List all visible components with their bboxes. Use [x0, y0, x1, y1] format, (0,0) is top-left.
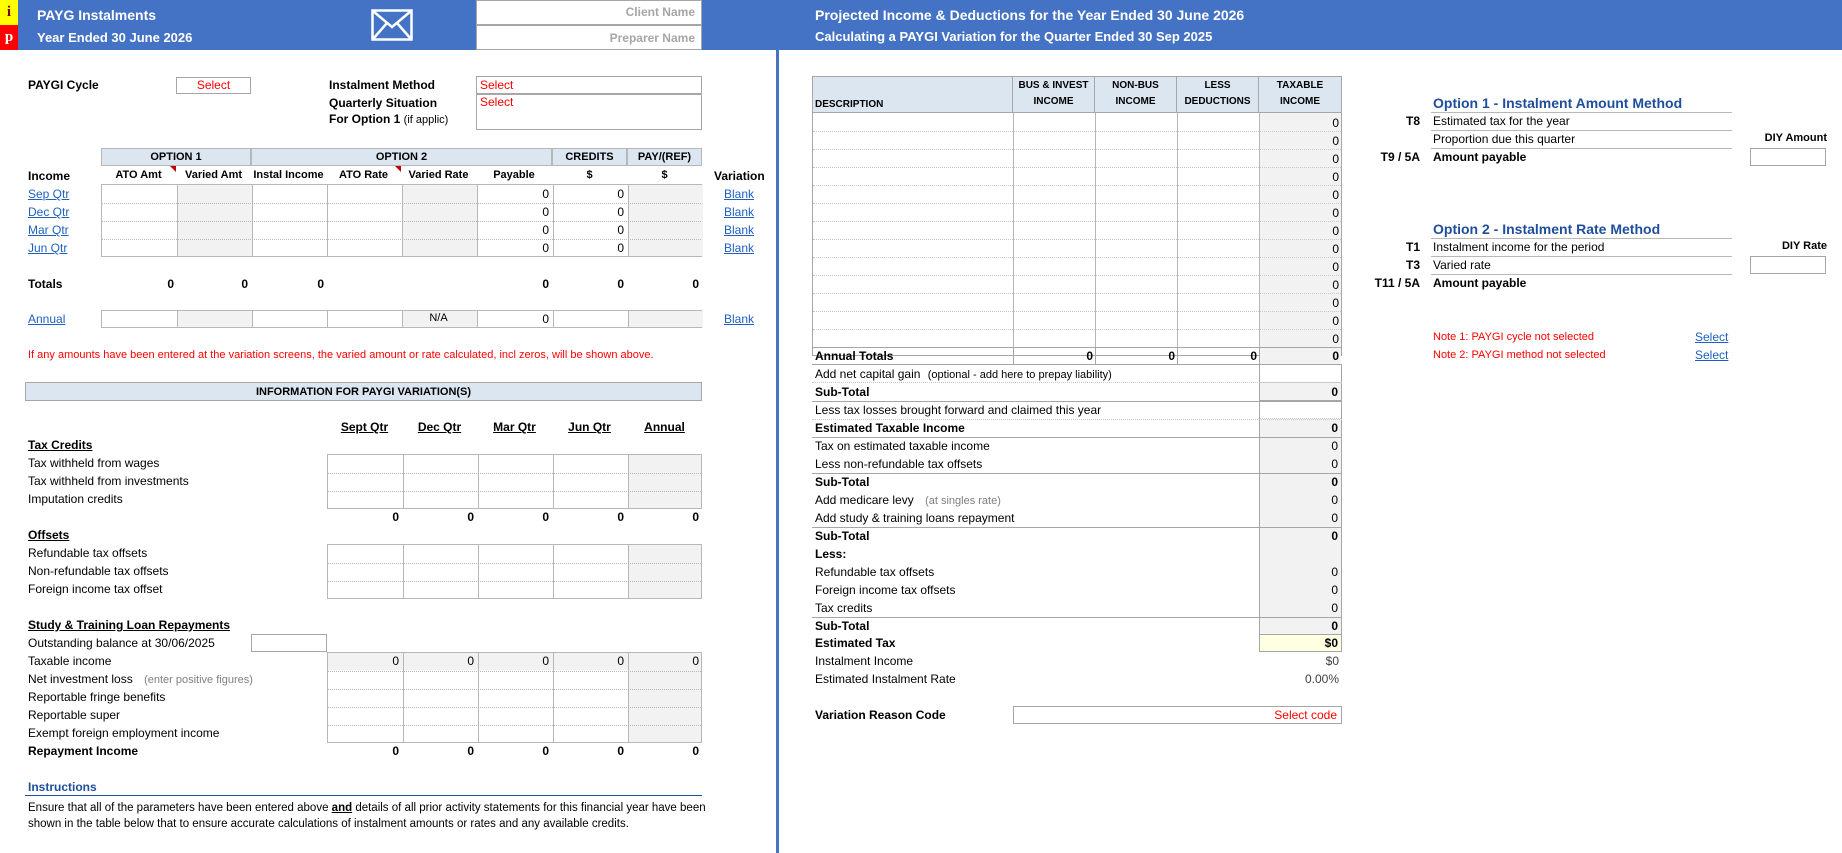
col-taxable-income-header	[1259, 77, 1341, 113]
variation-note: If any amounts have been entered at the variation screens, the varied amount or rate calculated, incl zeros, will be shown above.	[28, 349, 654, 361]
group-option1: OPTION 1	[101, 148, 251, 166]
total-credits: 0	[617, 277, 624, 291]
instructions-and: and	[331, 802, 353, 814]
t9-code: T9 / 5A	[1380, 150, 1420, 164]
proportion-label: Proportion due this quarter	[1433, 132, 1576, 146]
row-label-annual[interactable]: Annual	[28, 312, 66, 326]
annual-totals-label: Annual Totals	[815, 349, 894, 363]
col-less-1: LESS	[1204, 80, 1231, 91]
annual-total-taxable: 0	[1332, 349, 1339, 363]
row-label-sep-qtr[interactable]: Sep Qtr	[28, 187, 70, 201]
calc-row	[815, 365, 1340, 383]
tax-credits-total-jun: 0	[617, 510, 624, 524]
variation-reason-label: Variation Reason Code	[815, 708, 946, 722]
tax-credits-total-annual: 0	[692, 510, 699, 524]
variation-link-dec-qtr[interactable]: Blank	[724, 205, 755, 219]
note1: Note 1: PAYGI cycle not selected	[1433, 331, 1595, 343]
credits-sep-qtr: 0	[617, 187, 624, 201]
right-title: Projected Income & Deductions for the Year Ended 30 June 2026	[815, 7, 1245, 23]
projection-row-value: 0	[1332, 134, 1339, 148]
calc-row-label: Add study & training loans repayment	[815, 511, 1015, 525]
instalment-method-select[interactable]: Select	[476, 76, 702, 94]
col-instal-income: Instal Income	[253, 169, 324, 181]
instructions-post: details of all prior activity statements for this financial year have been shown in the table below that to ensure accurate calculations of instalment amounts or rates and any available credits.	[28, 802, 706, 830]
total-payable: 0	[542, 277, 549, 291]
repayment-income-label: Repayment Income	[28, 744, 139, 758]
note2: Note 2: PAYGI method not selected	[1433, 349, 1606, 361]
col-varied-rate: Varied Rate	[408, 169, 469, 181]
calc-row-label: Tax credits	[815, 601, 873, 615]
variation-link-jun-qtr[interactable]: Blank	[724, 241, 755, 255]
instructions-title: Instructions	[28, 780, 97, 794]
calc-row-label: Sub-Total	[815, 385, 870, 399]
offsets-item-foreign: Foreign income tax offset	[28, 582, 163, 596]
calc-row-note: (at singles rate)	[925, 495, 1001, 507]
calc-row	[815, 401, 1340, 419]
annual-varied-rate-na: N/A	[429, 312, 448, 324]
calc-row-value: 0	[1331, 421, 1338, 435]
calc-row-value: 0	[1331, 457, 1338, 471]
preparer-name-field[interactable]	[476, 25, 702, 50]
col-pay-unit: $	[661, 169, 668, 181]
total-ato-amt: 0	[167, 277, 174, 291]
for-option-label	[329, 112, 448, 126]
tax-credits-total-sept: 0	[392, 510, 399, 524]
reportable-super-label: Reportable super	[28, 708, 121, 722]
projection-row-value: 0	[1332, 224, 1339, 238]
payable-sep-qtr: 0	[542, 187, 549, 201]
variation-link-annual[interactable]: Blank	[724, 312, 755, 326]
calc-row-label: Less tax losses brought forward and claimed this year	[815, 403, 1102, 417]
group-credits: CREDITS	[552, 148, 627, 166]
net-investment-loss-note: (enter positive figures)	[144, 674, 253, 686]
right-subtitle: Calculating a PAYGI Variation for the Quarter Ended 30 Sep 2025	[815, 29, 1213, 44]
paygi-cycle-label: PAYGI Cycle	[28, 78, 99, 92]
for-option-note: (if applic)	[403, 114, 449, 126]
calc-row-note: (optional - add here to prepay liability)	[927, 369, 1112, 381]
tax-credits-item-wages: Tax withheld from wages	[28, 456, 160, 470]
projection-row-values	[1259, 114, 1339, 348]
info-col-jun: Jun Qtr	[568, 420, 611, 434]
outstanding-balance-input[interactable]	[251, 634, 327, 652]
quarterly-situation-label: Quarterly Situation	[329, 96, 438, 110]
total-varied-amt: 0	[241, 277, 248, 291]
t3-code: T3	[1405, 258, 1420, 272]
tax-credits-grid[interactable]	[327, 454, 702, 509]
projection-row-value: 0	[1332, 188, 1339, 202]
tax-credits-item-imputation: Imputation credits	[28, 492, 123, 506]
info-col-annual: Annual	[644, 420, 685, 434]
t8-label: Estimated tax for the year	[1433, 114, 1570, 128]
note2-select-link[interactable]: Select	[1695, 348, 1729, 362]
projection-row-value: 0	[1332, 260, 1339, 274]
col-credits-unit: $	[586, 169, 593, 181]
offsets-item-nonrefundable: Non-refundable tax offsets	[28, 564, 169, 578]
calc-row-value: 0	[1331, 619, 1338, 633]
projection-row-value: 0	[1332, 332, 1339, 346]
calc-row	[815, 545, 1340, 563]
projection-row-value: 0	[1332, 206, 1339, 220]
calc-row	[815, 419, 1340, 437]
col-ato-amt: ATO Amt	[115, 169, 162, 181]
calc-row-value: 0	[1331, 439, 1338, 453]
instructions-rule	[25, 795, 702, 796]
tax-credits-title: Tax Credits	[28, 438, 93, 452]
group-option2: OPTION 2	[251, 148, 552, 166]
col-ato-rate: ATO Rate	[338, 169, 389, 181]
instructions-text	[28, 800, 708, 832]
calc-row-label: Add medicare levy	[815, 493, 914, 507]
col-bus-invest-header	[1013, 77, 1095, 113]
projection-row-value: 0	[1332, 278, 1339, 292]
diy-rate-input[interactable]	[1750, 256, 1826, 274]
instalment-rate-value: 0.00%	[1304, 672, 1339, 686]
col-non-bus-header	[1095, 77, 1177, 113]
repayment-income-sept: 0	[392, 744, 399, 758]
preparer-name-placeholder: Preparer Name	[609, 31, 695, 45]
col-payable: Payable	[493, 169, 535, 181]
print-badge[interactable]: p	[0, 25, 18, 50]
calc-row-value: 0	[1331, 601, 1338, 615]
net-investment-loss-text: Net investment loss	[28, 672, 133, 686]
info-header: INFORMATION FOR PAYGI VARIATION(S)	[25, 382, 702, 401]
col-description: DESCRIPTION	[815, 99, 884, 110]
t3-label: Varied rate	[1433, 258, 1491, 272]
option2-rule	[1431, 238, 1732, 239]
quarterly-situation-select[interactable]	[476, 94, 702, 130]
panel-divider	[776, 0, 779, 853]
col-nonbus-2: INCOME	[1115, 96, 1156, 107]
t11-code: T11 / 5A	[1374, 276, 1420, 290]
calc-row	[815, 599, 1340, 617]
payable-dec-qtr: 0	[542, 205, 549, 219]
client-name-field[interactable]	[476, 0, 702, 25]
calc-row	[815, 509, 1340, 527]
taxable-income-sept: 0	[392, 654, 399, 668]
col-less-2: DEDUCTIONS	[1184, 96, 1251, 107]
calc-row-label: Less non-refundable tax offsets	[815, 457, 983, 471]
projection-row-value: 0	[1332, 152, 1339, 166]
calc-row-value: 0	[1331, 583, 1338, 597]
credits-dec-qtr: 0	[617, 205, 624, 219]
taxable-income-annual: 0	[692, 654, 699, 668]
totals-label: Totals	[28, 277, 63, 291]
info-col-dec: Dec Qtr	[417, 420, 462, 434]
calc-row-label: Sub-Total	[815, 619, 870, 633]
credits-mar-qtr: 0	[617, 223, 624, 237]
diy-amount-input[interactable]	[1750, 148, 1826, 166]
col-taxable-2: INCOME	[1280, 96, 1320, 107]
projection-row-value: 0	[1332, 296, 1339, 310]
calc-row	[815, 491, 1340, 509]
total-instal-income: 0	[317, 277, 324, 291]
note1-select-link[interactable]: Select	[1695, 330, 1729, 344]
page-subtitle: Year Ended 30 June 2026	[37, 30, 193, 45]
instalment-method-label: Instalment Method	[329, 78, 436, 92]
info-col-mar: Mar Qtr	[493, 420, 536, 434]
instalment-income-label: Instalment Income	[815, 654, 914, 668]
repayment-income-mar: 0	[542, 744, 549, 758]
col-variation: Variation	[714, 169, 765, 183]
annual-total-deductions: 0	[1250, 349, 1257, 363]
calc-row-label: Sub-Total	[815, 529, 870, 543]
fringe-benefits-label: Reportable fringe benefits	[28, 690, 166, 704]
calc-row	[815, 437, 1340, 455]
page-title: PAYG Instalments	[37, 7, 157, 23]
outstanding-balance-label: Outstanding balance at 30/06/2025	[28, 636, 215, 650]
calc-row-value: 0	[1331, 565, 1338, 579]
instalment-rate-label: Estimated Instalment Rate	[815, 672, 956, 686]
calc-row-label: Foreign income tax offsets	[815, 583, 956, 597]
t3-rule	[1431, 274, 1732, 275]
t8-rule	[1431, 130, 1732, 131]
variation-link-sep-qtr[interactable]: Blank	[724, 187, 755, 201]
row-label-jun-qtr[interactable]: Jun Qtr	[28, 241, 68, 255]
col-less-deductions-header	[1177, 77, 1259, 113]
info-badge[interactable]: i	[0, 0, 18, 25]
calc-row-value: 0	[1331, 475, 1338, 489]
calc-row	[815, 563, 1340, 581]
net-investment-loss-label	[28, 672, 253, 686]
calc-row	[815, 455, 1340, 473]
calc-row	[815, 527, 1340, 545]
calc-row-value: 0	[1331, 511, 1338, 525]
projection-row-value: 0	[1332, 314, 1339, 328]
calc-row	[815, 473, 1340, 491]
annual-total-nonbus: 0	[1168, 349, 1175, 363]
option1-rule	[1431, 112, 1732, 113]
row-label-dec-qtr[interactable]: Dec Qtr	[28, 205, 70, 219]
group-pay: PAY/(REF)	[627, 148, 702, 166]
calc-row-label: Less:	[815, 547, 847, 561]
info-col-sept: Sept Qtr	[340, 420, 389, 434]
col-bus-1: BUS & INVEST	[1018, 80, 1089, 91]
repayment-income-jun: 0	[617, 744, 624, 758]
repayment-income-annual: 0	[692, 744, 699, 758]
projection-row-value: 0	[1332, 242, 1339, 256]
col-description-header	[813, 77, 1013, 113]
row-label-mar-qtr[interactable]: Mar Qtr	[28, 223, 69, 237]
client-name-placeholder: Client Name	[625, 5, 695, 19]
calc-row-label: Tax on estimated taxable income	[815, 439, 990, 453]
col-income: Income	[28, 169, 71, 183]
option1-title: Option 1 - Instalment Amount Method	[1433, 95, 1683, 111]
taxable-income-dec: 0	[467, 654, 474, 668]
col-varied-amt: Varied Amt	[184, 169, 243, 181]
annual-payable: 0	[542, 312, 549, 326]
proportion-rule	[1431, 148, 1732, 149]
diy-amount-label: DIY Amount	[1764, 132, 1827, 144]
study-title: Study & Training Loan Repayments	[28, 618, 231, 632]
calc-row	[815, 581, 1340, 599]
taxable-income-label: Taxable income	[28, 654, 112, 668]
taxable-income-mar: 0	[542, 654, 549, 668]
tax-credits-total-mar: 0	[542, 510, 549, 524]
total-pay: 0	[692, 277, 699, 291]
t1-rule	[1431, 256, 1732, 257]
payable-mar-qtr: 0	[542, 223, 549, 237]
variation-link-mar-qtr[interactable]: Blank	[724, 223, 755, 237]
calc-row	[815, 617, 1340, 635]
calc-row-value: 0	[1331, 529, 1338, 543]
estimated-tax-value: $0	[1259, 634, 1342, 652]
repayment-income-dec: 0	[467, 744, 474, 758]
t9-label: Amount payable	[1433, 150, 1527, 164]
t1-label: Instalment income for the period	[1433, 240, 1605, 254]
email-icon[interactable]	[371, 9, 413, 41]
credits-jun-qtr: 0	[617, 241, 624, 255]
col-nonbus-1: NON-BUS	[1112, 80, 1159, 91]
t8-code: T8	[1405, 114, 1420, 128]
calc-row-label: Estimated Taxable Income	[815, 421, 965, 435]
t1-code: T1	[1405, 240, 1420, 254]
tax-credits-item-investments: Tax withheld from investments	[28, 474, 189, 488]
projection-row-value: 0	[1332, 116, 1339, 130]
instructions-pre: Ensure that all of the parameters have been entered above	[28, 802, 332, 814]
offsets-title: Offsets	[28, 528, 70, 542]
calc-row	[815, 383, 1340, 401]
calc-row-label: Add net capital gain	[815, 367, 921, 381]
calc-row-value: 0	[1331, 385, 1338, 399]
calc-row-label: Refundable tax offsets	[815, 565, 935, 579]
calc-row-value: 0	[1331, 493, 1338, 507]
col-bus-2: INCOME	[1033, 96, 1074, 107]
estimated-tax-label: Estimated Tax	[815, 636, 896, 650]
taxable-income-jun: 0	[617, 654, 624, 668]
quarterly-situation-value: Select	[480, 95, 514, 109]
payable-jun-qtr: 0	[542, 241, 549, 255]
instalment-income-value: $0	[1325, 654, 1339, 668]
variation-reason-select[interactable]: Select code	[1013, 706, 1342, 724]
paygi-cycle-select[interactable]: Select	[176, 77, 251, 94]
exempt-foreign-label: Exempt foreign employment income	[28, 726, 220, 740]
col-taxable-1: TAXABLE	[1276, 80, 1324, 91]
diy-rate-label: DIY Rate	[1781, 240, 1827, 252]
projection-row-value: 0	[1332, 170, 1339, 184]
for-option-text: For Option 1	[329, 112, 401, 126]
offsets-item-refundable: Refundable tax offsets	[28, 546, 148, 560]
t11-label: Amount payable	[1433, 276, 1527, 290]
annual-total-bus: 0	[1086, 349, 1093, 363]
offsets-grid[interactable]	[327, 544, 702, 599]
calc-row-label: Sub-Total	[815, 475, 870, 489]
tax-credits-total-dec: 0	[467, 510, 474, 524]
option2-title: Option 2 - Instalment Rate Method	[1433, 221, 1661, 237]
